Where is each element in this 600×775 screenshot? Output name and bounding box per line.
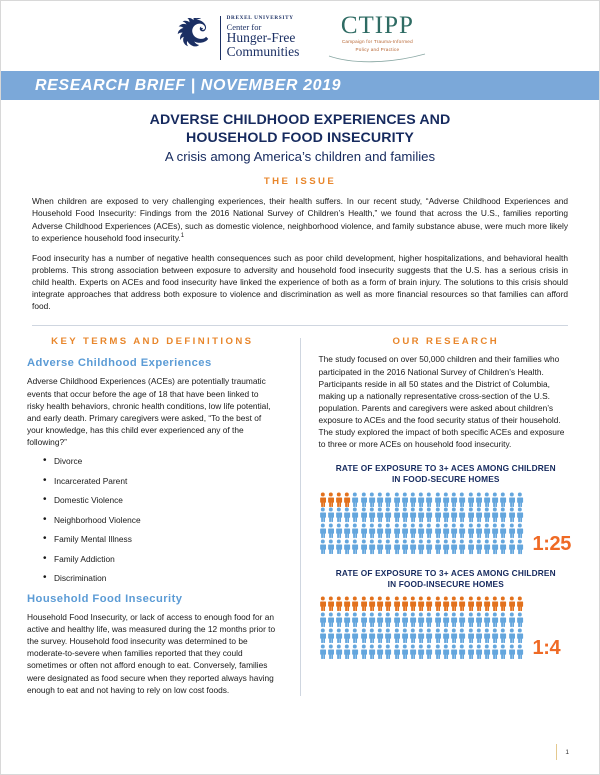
person-icon — [327, 596, 335, 611]
person-icon — [425, 539, 433, 554]
chart2-title-line1: RATE OF EXPOSURE TO 3+ ACES AMONG CHILDREN — [335, 567, 556, 578]
person-icon — [467, 612, 475, 627]
person-icon — [475, 507, 483, 522]
person-icon — [483, 523, 491, 538]
person-icon — [409, 628, 417, 643]
person-icon — [458, 628, 466, 643]
person-icon — [475, 628, 483, 643]
person-icon — [417, 628, 425, 643]
person-icon — [434, 612, 442, 627]
person-icon — [483, 612, 491, 627]
person-icon — [343, 492, 351, 507]
person-icon — [319, 644, 327, 659]
person-icon — [425, 612, 433, 627]
person-icon — [376, 507, 384, 522]
person-icon — [384, 628, 392, 643]
person-icon — [393, 507, 401, 522]
our-research-heading: OUR RESEARCH — [392, 336, 500, 348]
person-icon — [351, 644, 359, 659]
person-icon — [360, 492, 368, 507]
person-icon — [508, 523, 516, 538]
person-icon — [491, 612, 499, 627]
chart1-title-line2: IN FOOD-SECURE HOMES — [391, 474, 500, 485]
person-icon — [335, 507, 343, 522]
person-icon — [335, 644, 343, 659]
person-icon — [508, 628, 516, 643]
person-icon — [327, 523, 335, 538]
person-icon — [450, 507, 458, 522]
person-icon — [475, 612, 483, 627]
person-icon — [499, 523, 507, 538]
person-icon — [417, 596, 425, 611]
person-icon — [450, 596, 458, 611]
list-item: • Divorce — [43, 456, 278, 466]
person-icon — [516, 523, 524, 538]
person-icon — [319, 492, 327, 507]
person-icon — [442, 492, 450, 507]
person-icon — [384, 492, 392, 507]
person-icon — [434, 628, 442, 643]
person-icon — [458, 596, 466, 611]
person-icon — [425, 628, 433, 643]
drexel-university-label: DREXEL UNIVERSITY — [226, 15, 294, 22]
household-food-insecurity-body-text: Household Food Insecurity, or lack of access to enough food for an active and healthy life, was measured during the 12 months prior to the survey. Household food insecurity was determined to be moderate-to-severe when families reported that they could sometimes or often not afford enough to eat. Conversely, families were designated as food secure when they reported always having enough to eat and not having to rely on low cost foods. — [27, 612, 276, 695]
person-icon — [343, 539, 351, 554]
person-icon — [319, 596, 327, 611]
person-icon — [483, 539, 491, 554]
person-icon — [335, 492, 343, 507]
ctipp-wordmark: CTIPP — [340, 11, 414, 39]
person-icon — [409, 612, 417, 627]
list-item: • Neighborhood Violence — [43, 515, 278, 525]
person-icon — [450, 492, 458, 507]
person-icon — [483, 644, 491, 659]
ctipp-subtitle-line2: Policy and Practice — [355, 46, 400, 52]
person-icon — [360, 596, 368, 611]
person-icon — [351, 539, 359, 554]
footnote-marker: 1 — [180, 232, 185, 239]
person-icon — [343, 644, 351, 659]
communities-label: Communities — [226, 44, 300, 60]
person-icon — [376, 492, 384, 507]
person-icon — [491, 539, 499, 554]
person-icon — [434, 644, 442, 659]
person-icon — [351, 523, 359, 538]
person-icon — [475, 644, 483, 659]
person-icon — [508, 612, 516, 627]
page-footer — [556, 744, 569, 760]
person-icon — [491, 644, 499, 659]
person-icon — [458, 539, 466, 554]
person-icon — [319, 612, 327, 627]
list-item: • Incarcerated Parent — [43, 476, 278, 486]
person-icon — [360, 644, 368, 659]
person-icon — [434, 492, 442, 507]
person-icon — [384, 539, 392, 554]
person-icon — [401, 492, 409, 507]
issue-paragraph-1-text: When children are exposed to very challenging experiences, their health suffers. In our recent study, “Adverse Childhood Experiences and Household Food Insecurity: Findings from the 2016 National Survey of Children’s Health,” we found that across the U.S., families reporting Adverse Childhood Experiences (ACEs), such as domestic violence, neighborhood violence, and family substance abuse, were much more likely to experience household food insecurity. — [32, 196, 568, 243]
footer-divider — [556, 744, 557, 760]
person-icon — [360, 507, 368, 522]
person-icon — [499, 507, 507, 522]
person-icon — [376, 644, 384, 659]
person-icon — [360, 628, 368, 643]
person-icon — [434, 507, 442, 522]
person-icon — [327, 492, 335, 507]
chart2-title-line2: IN FOOD-INSECURE HOMES — [387, 578, 504, 589]
person-icon — [516, 492, 524, 507]
person-icon — [384, 507, 392, 522]
person-icon — [351, 507, 359, 522]
person-icon — [442, 596, 450, 611]
person-icon — [368, 539, 376, 554]
key-terms-heading: KEY TERMS AND DEFINITIONS — [51, 336, 254, 348]
our-research-body-text: The study focused on over 50,000 children and their families who participated in the 2016 National Survey of Children’s Health. Participants reside in all 50 states and the District of Columbia, making up a nationally representative cross-section of the U.S. population. Parents and caregivers were asked about children’s exposure to ACEs and the food security status of their household. The study explored the impact of both specific ACEs and exposure to three or more ACEs on household food insecurity. — [318, 354, 565, 450]
key-terms-column — [27, 336, 282, 695]
person-icon — [401, 628, 409, 643]
person-icon — [425, 523, 433, 538]
person-icon — [458, 507, 466, 522]
person-icon — [499, 492, 507, 507]
chart1-figure-grid — [319, 492, 524, 555]
aces-body-text: Adverse Childhood Experiences (ACEs) are potentially traumatic events that occur before the age of 18 that have been linked to risky health behaviors, chronic health conditions, low life potential, and early death. Primary caregivers were asked, “To the best of your knowledge, has this child ever experienced any of the following?” — [27, 376, 271, 447]
person-icon — [368, 596, 376, 611]
person-icon — [442, 539, 450, 554]
person-icon — [401, 612, 409, 627]
person-icon — [401, 539, 409, 554]
person-icon — [401, 596, 409, 611]
person-icon — [458, 523, 466, 538]
person-icon — [508, 539, 516, 554]
person-icon — [384, 523, 392, 538]
person-icon — [335, 539, 343, 554]
person-icon — [351, 628, 359, 643]
person-icon — [458, 612, 466, 627]
person-icon — [409, 539, 417, 554]
person-icon — [384, 596, 392, 611]
chart1-ratio-label: 1:25 — [532, 532, 571, 555]
person-icon — [401, 507, 409, 522]
person-icon — [425, 492, 433, 507]
list-item: • Discrimination — [43, 573, 278, 583]
person-icon — [434, 523, 442, 538]
person-icon — [499, 612, 507, 627]
person-icon — [417, 492, 425, 507]
person-icon — [442, 523, 450, 538]
person-icon — [467, 644, 475, 659]
our-research-column — [319, 336, 573, 695]
person-icon — [442, 644, 450, 659]
pictogram-chart-food-insecure — [319, 568, 573, 659]
document-title-block — [1, 100, 599, 164]
person-icon — [499, 539, 507, 554]
column-divider — [300, 338, 301, 695]
list-item: • Family Mental Illness — [43, 534, 278, 544]
person-icon — [351, 492, 359, 507]
person-icon — [491, 628, 499, 643]
person-icon — [409, 644, 417, 659]
page-title-line2: HOUSEHOLD FOOD INSECURITY — [186, 130, 414, 147]
person-icon — [508, 596, 516, 611]
person-icon — [401, 523, 409, 538]
person-icon — [335, 612, 343, 627]
person-icon — [442, 612, 450, 627]
page-title-line1: ADVERSE CHILDHOOD EXPERIENCES AND — [149, 112, 451, 128]
person-icon — [327, 539, 335, 554]
person-icon — [491, 507, 499, 522]
person-icon — [467, 523, 475, 538]
person-icon — [409, 492, 417, 507]
page-number: 1 — [565, 748, 569, 756]
person-icon — [508, 507, 516, 522]
person-icon — [516, 507, 524, 522]
person-icon — [376, 612, 384, 627]
person-icon — [516, 612, 524, 627]
person-icon — [483, 507, 491, 522]
person-icon — [409, 507, 417, 522]
person-icon — [335, 596, 343, 611]
person-icon — [335, 628, 343, 643]
person-icon — [450, 612, 458, 627]
person-icon — [409, 523, 417, 538]
person-icon — [343, 523, 351, 538]
person-icon — [434, 596, 442, 611]
person-icon — [425, 644, 433, 659]
person-icon — [499, 644, 507, 659]
person-icon — [319, 539, 327, 554]
person-icon — [343, 596, 351, 611]
person-icon — [475, 523, 483, 538]
person-icon — [417, 612, 425, 627]
person-icon — [417, 539, 425, 554]
research-brief-banner — [1, 71, 599, 100]
person-icon — [351, 596, 359, 611]
the-issue-paragraph-2: Food insecurity has a number of negative health consequences such as poor child development, higher hospitalizations, and behavioral health problems. This strong association between exposure to adversity and household food insecurity suggests that the U.S. has a serious crisis in child health. Experts on ACEs and food insecurity have linked the experience of both as a form of brain injury. The solutions to this crisis should integrate approaches that address both exposure to violence and discrimination as well as more financial resources so that families can afford food. — [32, 252, 568, 312]
person-icon — [343, 507, 351, 522]
person-icon — [343, 628, 351, 643]
person-icon — [516, 644, 524, 659]
chart2-figure-grid — [319, 596, 524, 659]
chart1-body — [319, 492, 573, 555]
person-icon — [393, 539, 401, 554]
person-icon — [368, 612, 376, 627]
person-icon — [516, 628, 524, 643]
person-icon — [442, 507, 450, 522]
person-icon — [491, 523, 499, 538]
person-icon — [467, 492, 475, 507]
person-icon — [319, 523, 327, 538]
person-icon — [434, 539, 442, 554]
person-icon — [467, 596, 475, 611]
drexel-hunger-free-communities-logo — [171, 16, 300, 59]
person-icon — [475, 492, 483, 507]
person-icon — [376, 523, 384, 538]
person-icon — [499, 628, 507, 643]
person-icon — [508, 492, 516, 507]
person-icon — [401, 644, 409, 659]
person-icon — [475, 596, 483, 611]
banner-title: RESEARCH BRIEF | NOVEMBER 2019 — [35, 76, 342, 94]
person-icon — [483, 628, 491, 643]
person-icon — [417, 523, 425, 538]
person-icon — [483, 596, 491, 611]
person-icon — [319, 507, 327, 522]
the-issue-section — [1, 164, 599, 312]
person-icon — [467, 507, 475, 522]
person-icon — [458, 492, 466, 507]
chart1-title-line1: RATE OF EXPOSURE TO 3+ ACES AMONG CHILDREN — [335, 463, 556, 474]
ctipp-swoosh-icon — [327, 53, 427, 63]
the-issue-paragraph-1 — [32, 195, 568, 244]
person-icon — [450, 628, 458, 643]
ctipp-subtitle-line1: Campaign for Trauma-Informed — [341, 38, 413, 44]
person-icon — [335, 523, 343, 538]
person-icon — [393, 612, 401, 627]
person-icon — [319, 628, 327, 643]
person-icon — [343, 612, 351, 627]
person-icon — [327, 612, 335, 627]
aces-list — [43, 456, 278, 583]
person-icon — [475, 539, 483, 554]
person-icon — [425, 507, 433, 522]
person-icon — [327, 628, 335, 643]
pictogram-chart-food-secure — [319, 463, 573, 554]
person-icon — [368, 492, 376, 507]
person-icon — [393, 596, 401, 611]
the-issue-heading: THE ISSUE — [263, 176, 337, 188]
person-icon — [376, 628, 384, 643]
person-icon — [516, 539, 524, 554]
person-icon — [393, 492, 401, 507]
person-icon — [491, 596, 499, 611]
aces-subheading: Adverse Childhood Experiences — [27, 357, 212, 370]
person-icon — [360, 539, 368, 554]
person-icon — [425, 596, 433, 611]
person-icon — [393, 644, 401, 659]
person-icon — [360, 523, 368, 538]
person-icon — [376, 596, 384, 611]
person-icon — [360, 612, 368, 627]
person-icon — [458, 644, 466, 659]
person-icon — [384, 612, 392, 627]
person-icon — [384, 644, 392, 659]
center-for-label: Center for — [226, 21, 262, 32]
household-food-insecurity-subheading: Household Food Insecurity — [27, 593, 183, 606]
person-icon — [327, 507, 335, 522]
person-icon — [442, 628, 450, 643]
ctipp-logo — [325, 13, 429, 64]
list-item: • Domestic Violence — [43, 495, 278, 505]
chart2-body — [319, 596, 573, 659]
person-icon — [450, 644, 458, 659]
person-icon — [491, 492, 499, 507]
person-icon — [516, 596, 524, 611]
two-column-body — [1, 326, 599, 695]
hunger-free-label: Hunger-Free — [226, 30, 296, 46]
chart2-ratio-label: 1:4 — [532, 636, 561, 659]
person-icon — [368, 644, 376, 659]
person-icon — [450, 523, 458, 538]
person-icon — [368, 628, 376, 643]
logo-row — [1, 1, 599, 69]
person-icon — [376, 539, 384, 554]
person-icon — [499, 596, 507, 611]
list-item: • Family Addiction — [43, 554, 278, 564]
page-subtitle: A crisis among America’s children and families — [164, 149, 436, 165]
person-icon — [351, 612, 359, 627]
person-icon — [368, 507, 376, 522]
person-icon — [393, 523, 401, 538]
person-icon — [393, 628, 401, 643]
person-icon — [327, 644, 335, 659]
person-icon — [508, 644, 516, 659]
person-icon — [450, 539, 458, 554]
person-icon — [467, 539, 475, 554]
person-icon — [483, 492, 491, 507]
person-icon — [467, 628, 475, 643]
person-icon — [417, 507, 425, 522]
person-icon — [368, 523, 376, 538]
person-icon — [417, 644, 425, 659]
drexel-dragon-icon — [171, 18, 215, 58]
person-icon — [409, 596, 417, 611]
